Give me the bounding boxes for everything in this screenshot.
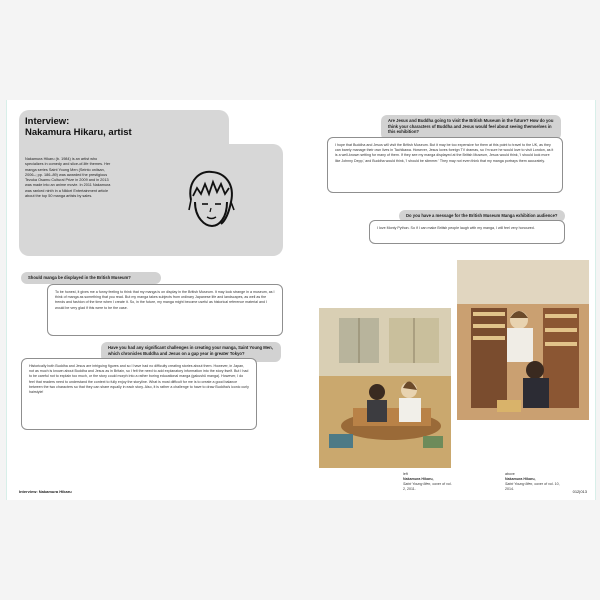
caption-vol10-position: above — [505, 472, 515, 476]
footer-left: Interview: Nakamura Hikaru — [19, 489, 72, 494]
caption-vol2-title: Nakamura Hikaru, — [403, 477, 434, 481]
caption-vol2-work: Saint Young Men, — [403, 482, 432, 486]
answer-manga-display: To be honest, it gives me a funny feeling to think that my manga is on display in the British Museum. It may look strange in a museum, as I think of manga as something that you read. But my manga takes subjects from ordinary Japanese life and landscapes, as well as the trends and fashion of the time when I create it. So, in the future, my manga might become useful as historical reference material and I would be very glad if this were to be the case. — [47, 284, 283, 336]
caption-vol10-title: Nakamura Hikaru, — [505, 477, 536, 481]
question-message-audience: Do you have a message for the British Museum Manga exhibition audience? — [399, 210, 565, 222]
question-challenges: Have you had any significant challenges in creating your manga, Saint Young Men, which chronicles Buddha and Jesus on a gap year in greater Tokyo? — [101, 342, 281, 362]
question-manga-display: Should manga be displayed in the British Museum? — [21, 272, 161, 284]
caption-vol10-work: Saint Young Men, — [505, 482, 534, 486]
answer-message-audience: I love Monty Python. So if I can make British people laugh with my manga, I will feel very honoured. — [369, 220, 565, 244]
page-spread — [6, 100, 596, 500]
footer-page-numbers: 012|013 — [572, 489, 587, 494]
caption-vol2-detail: cover of vol. 2, 2011. — [403, 482, 452, 491]
caption-vol2-position: left — [403, 472, 408, 476]
profile-heading — [25, 116, 132, 138]
artist-portrait-icon — [179, 166, 243, 232]
question-visit-museum: Are Jesus and Buddha going to visit the British Museum in the future? How do you think your characters of Buddha and Jesus would feel about seeing themselves in this exhibition? — [381, 115, 561, 140]
answer-challenges: Historically both Buddha and Jesus are intriguing figures and so I have had no difficulty creating stories about them. However, in Japan, not as much is known about Buddha and Jesus as in Britain, so I felt the need to add explanatory information into the story itself. But I had to be careful not to explain too much, or the story could morph into a rather boring educational manga (gakushū manga). However, I do feel that readers need to understand the context to fully enjoy the storyline. What is most difficult for me is to create a good balance between the two characters so that they can share equally in each story. Also, it is rather a challenge to have to draw Buddha's iconic curly hairstyle! — [21, 358, 257, 430]
heading-line-1: Interview: — [25, 116, 70, 127]
profile-bio: Nakamura Hikaru (b. 1984) is an artist who specializes in comedy and slice-of-life themes. Her manga series Saint Young Men (Seinto oniisan, 2006–; pp. 186–89) was awarded the prestigious Tezuka Osamu Cultural Prize in 2009 and in 2013 was made into an anime movie. In 2011 Nakamura was ranked ninth in a Nikkei Entertainment article about the top 50 manga artists by sales. — [25, 157, 111, 199]
caption-vol10-detail: cover of vol. 10, 2014. — [505, 482, 560, 491]
cover-vol2-image — [319, 308, 451, 468]
heading-line-2: Nakamura Hikaru, artist — [25, 127, 132, 138]
caption-vol10 — [505, 472, 563, 492]
cover-vol10-image — [457, 260, 589, 420]
caption-vol2 — [403, 472, 453, 492]
answer-visit-museum: I hope that Buddha and Jesus will visit the British Museum. But it may be too expensive for them at this point to travel to the UK, as they can barely manage their own lives in Tachikawa. However, Jesus loves foreign TV dramas, so I'm sure he would love to visit London, as it is a well-known setting for many of them. If they see my manga displayed at the British Museum, Jesus would think, 'I should look more like Johnny Depp,' and Buddha would think, 'I should be slimmer.' They may not even think that my manga portrays them accurately. — [327, 137, 563, 193]
